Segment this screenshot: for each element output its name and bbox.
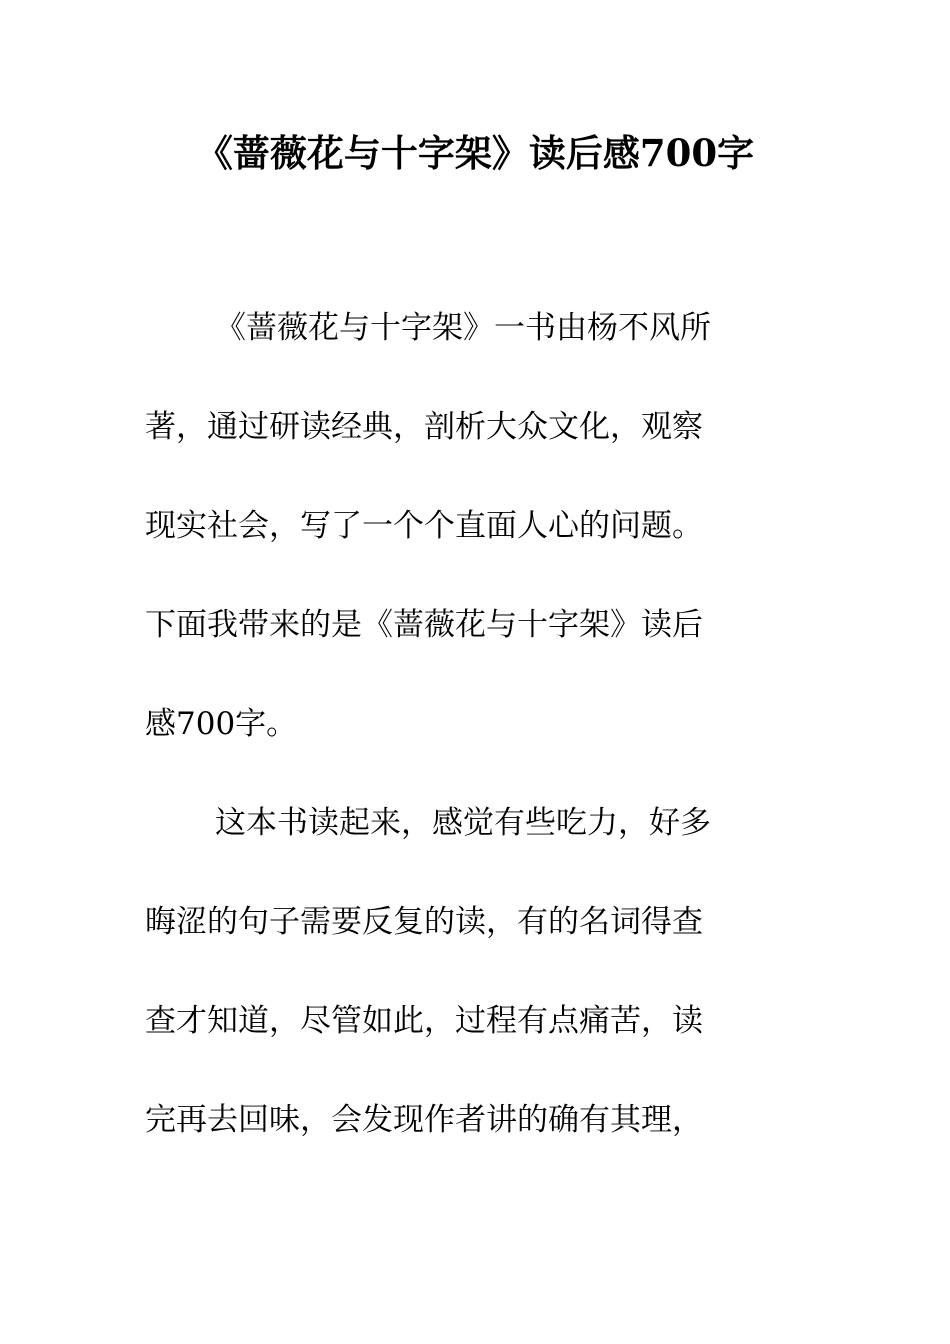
document-body <box>145 298 785 1189</box>
paragraph-line: 晦涩的句子需要反复的读，有的名词得查 <box>145 904 703 940</box>
paragraph-line: 下面我带来的是《蔷薇花与十字架》读后 <box>145 607 703 643</box>
paragraph-line: 著，通过研读经典，剖析大众文化，观察 <box>145 409 703 445</box>
paragraph-line: 这本书读起来，感觉有些吃力，好多 <box>215 805 711 841</box>
paragraph-line: 完再去回味，会发现作者讲的确有其理， <box>145 1102 703 1138</box>
document-title: 《蔷薇花与十字架》读后感700字 <box>195 131 755 175</box>
paragraph-line: 查才知道，尽管如此，过程有点痛苦，读 <box>145 1003 703 1039</box>
paragraph-line: 《蔷薇花与十字架》一书由杨不风所 <box>215 310 711 346</box>
paragraph-line: 现实社会，写了一个个直面人心的问题。 <box>145 508 703 544</box>
paragraph-line: 感700字。 <box>145 706 298 742</box>
